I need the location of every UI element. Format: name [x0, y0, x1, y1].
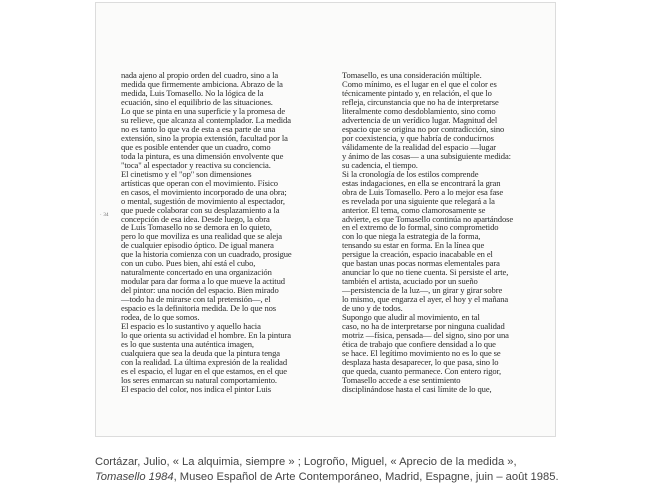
- right-column-line: su cadencia, el tiempo.: [342, 159, 418, 170]
- scanned-page: [95, 2, 556, 437]
- left-column-line: en casos, el movimiento incorporado de una obra;: [121, 186, 287, 197]
- right-column-line: desplaza hasta desaparecer, lo que pasa, sino lo: [342, 357, 499, 367]
- left-column-line: "toca" al espectador y reactiva su conciencia.: [121, 159, 271, 170]
- right-column-line: Tomasello, es una consideración múltiple.: [342, 70, 482, 80]
- right-column-line: Si la cronología de los estilos comprende: [342, 168, 479, 179]
- right-column-line: anunciar lo que no tiene cuenta. Si persiste el arte,: [342, 267, 509, 278]
- right-column-line: refleja, circunstancia que no ha de interpretarse: [342, 96, 499, 107]
- right-column-line: Supongo que aludir al movimiento, en tal: [342, 312, 480, 323]
- left-column-line: los seres enmarcan su natural comportamiento.: [121, 374, 277, 385]
- right-column-line: disciplinándose hasta el casi límite de lo que,: [342, 383, 492, 394]
- left-column-line: lo que orienta su actividad el hombre. En la pintura: [121, 330, 291, 341]
- left-column-line: rodea, de lo que somos.: [121, 312, 200, 323]
- right-column-line: espacio que se origina no por contradicción, sino: [342, 123, 505, 134]
- left-column-line: ecuación, sino el equilibrio de las situaciones.: [121, 96, 273, 107]
- right-column-line: es revelada por una siguiente que relegará a la: [342, 195, 495, 206]
- left-column-line: su relieve, que alcanza al contemplador. La medida: [121, 114, 291, 125]
- left-column-line: toda la pintura, es una dimensión envolvente que: [121, 150, 284, 161]
- right-column-line: advertencia de un verídico lugar. Magnitud del: [342, 114, 498, 125]
- right-column-line: —persistencia de la luz—, un girar y girar sobre: [342, 285, 503, 296]
- right-column-line: obra de Luis Tomasello. Pero a lo mejor esa fase: [342, 186, 504, 197]
- right-column-line: Tomasello accede a ese sentimiento: [342, 374, 461, 385]
- left-column-line: concepción de esa idea. Desde luego, la obra: [121, 213, 270, 224]
- right-column-line: se hace. El legítimo movimiento no es lo que se: [342, 348, 501, 359]
- page-number-value: 34: [103, 213, 109, 218]
- left-column-line: espacio es la definitoria medida. De lo que nos: [121, 303, 277, 314]
- text-column-left: [121, 71, 326, 394]
- right-column-line: caso, no ha de interpretarse por ninguna cualidad: [342, 321, 505, 332]
- right-column-line: estas indagaciones, en ella se encontrará la gran: [342, 177, 501, 188]
- left-column-line: con la realidad. La última expresión de la realidad: [121, 357, 288, 367]
- left-column-line: —todo ha de mirarse con tal pretensión—, el: [121, 294, 271, 305]
- left-column-line: es el espacio, el lugar en el que estamos, en el que: [121, 365, 287, 376]
- right-column-line: anterior. El tema, como clamorosamente se: [342, 204, 486, 215]
- right-column-line: lo mismo, que engarza el ayer, el hoy y el mañana: [342, 294, 509, 305]
- right-column-line: válidamente de la realidad del espacio —lugar: [342, 141, 497, 152]
- left-column-line: de cualquier episodio óptico. De igual manera: [121, 240, 274, 251]
- right-column-line: literalmente como desdoblamiento, sino como: [342, 105, 496, 116]
- right-column-line: en el extremo de lo formal, sino comprometido: [342, 222, 499, 233]
- left-column-line: que la historia comienza con un cuadrado, prosigue: [121, 249, 292, 260]
- left-column-line: medida, Luis Tomasello. No la lógica de la: [121, 87, 264, 98]
- caption-line-2-rest: , Museo Español de Arte Contemporáneo, Madrid, Espagne, juin – août 1985.: [173, 471, 559, 483]
- left-column-line: medida que firmemente ambiciona. Abrazo de la: [121, 78, 283, 89]
- left-column-line: artísticas que operan con el movimiento. Físico: [121, 177, 278, 188]
- left-column-line: El espacio del color, nos indica el pintor Luis: [121, 383, 271, 394]
- figure-caption: [95, 455, 625, 485]
- right-column-line: persigue la creación, espacio inacabable en el: [342, 249, 493, 260]
- left-column-line: que es posible entender que un cuadro, como: [121, 141, 271, 152]
- left-column-line: extensión, sino la propia extensión, facultad por la: [121, 132, 288, 143]
- left-column-line: cualquiera que sea la deuda que la pintura tenga: [121, 348, 280, 359]
- caption-line-2: [95, 470, 625, 485]
- left-column-line: nada ajeno al propio orden del cuadro, sino a la: [121, 70, 279, 80]
- left-column-line: es lo que sustenta una auténtica imagen,: [121, 339, 254, 350]
- right-column-line: Como mínimo, es el lugar en el que el color es: [342, 78, 497, 89]
- left-column-line: que puede colaborar con su desplazamiento a la: [121, 204, 280, 215]
- left-column-line: no es tanto lo que va de esta a esa parte de una: [121, 123, 276, 134]
- right-column-line: motriz —física, pensada— del signo, sino por una: [342, 330, 509, 341]
- caption-line-1: Cortázar, Julio, « La alquimia, siempre » ; Logroño, Miguel, « Aprecio de la medida »,: [95, 456, 517, 468]
- left-column-line: pero lo que moviliza es una realidad que se aleja: [121, 231, 282, 242]
- left-column-line: con un cubo. Pues bien, ahí está el cubo,: [121, 258, 256, 269]
- right-column-line: que bastan unas pocas normas elementales para: [342, 258, 500, 269]
- left-column-line: del pintor: una noción del espacio. Bien mirado: [121, 285, 279, 296]
- right-column-line: que queda, cuanto permanece. Con entero rigor,: [342, 365, 502, 376]
- right-column-line: advierte, es que Tomasello continúa no apartándose: [342, 213, 514, 224]
- right-column-line: tensando su estar en forma. En la línea que: [342, 240, 485, 251]
- right-column-line: también el artista, acuciado por un sueño: [342, 276, 478, 287]
- left-column-line: modular para dar forma a lo que mueve la actitud: [121, 276, 285, 287]
- left-column-line: o mental, sugestión de movimiento al espectador,: [121, 195, 285, 206]
- left-column-line: El espacio es lo sustantivo y aquello hacia: [121, 321, 261, 332]
- left-column-line: El cinetismo y el "op" son dimensiones: [121, 168, 252, 179]
- right-column-line: por coexistencia, y que habría de conducirnos: [342, 132, 494, 143]
- caption-title-italic: Tomasello 1984: [95, 471, 174, 483]
- left-column-line: naturalmente concertado en una organización: [121, 267, 272, 278]
- left-column-line: Lo que se pinta en una superficie y la promesa de: [121, 105, 286, 116]
- right-column-line: y ánimo de las cosas— a una subsiguiente medida:: [342, 150, 511, 161]
- right-column-line: ética de trabajo que confiere densidad a lo que: [342, 339, 496, 350]
- right-column-line: de uno y de todos.: [342, 303, 403, 314]
- right-column-line: con lo que niega la estrategia de la forma,: [342, 231, 481, 242]
- text-column-right: [342, 71, 536, 394]
- page-number: · 34: [100, 213, 109, 218]
- left-column-line: de Luis Tomasello no se demora en lo quieto,: [121, 222, 272, 233]
- right-column-line: técnicamente pintado y, en relación, el que lo: [342, 87, 492, 98]
